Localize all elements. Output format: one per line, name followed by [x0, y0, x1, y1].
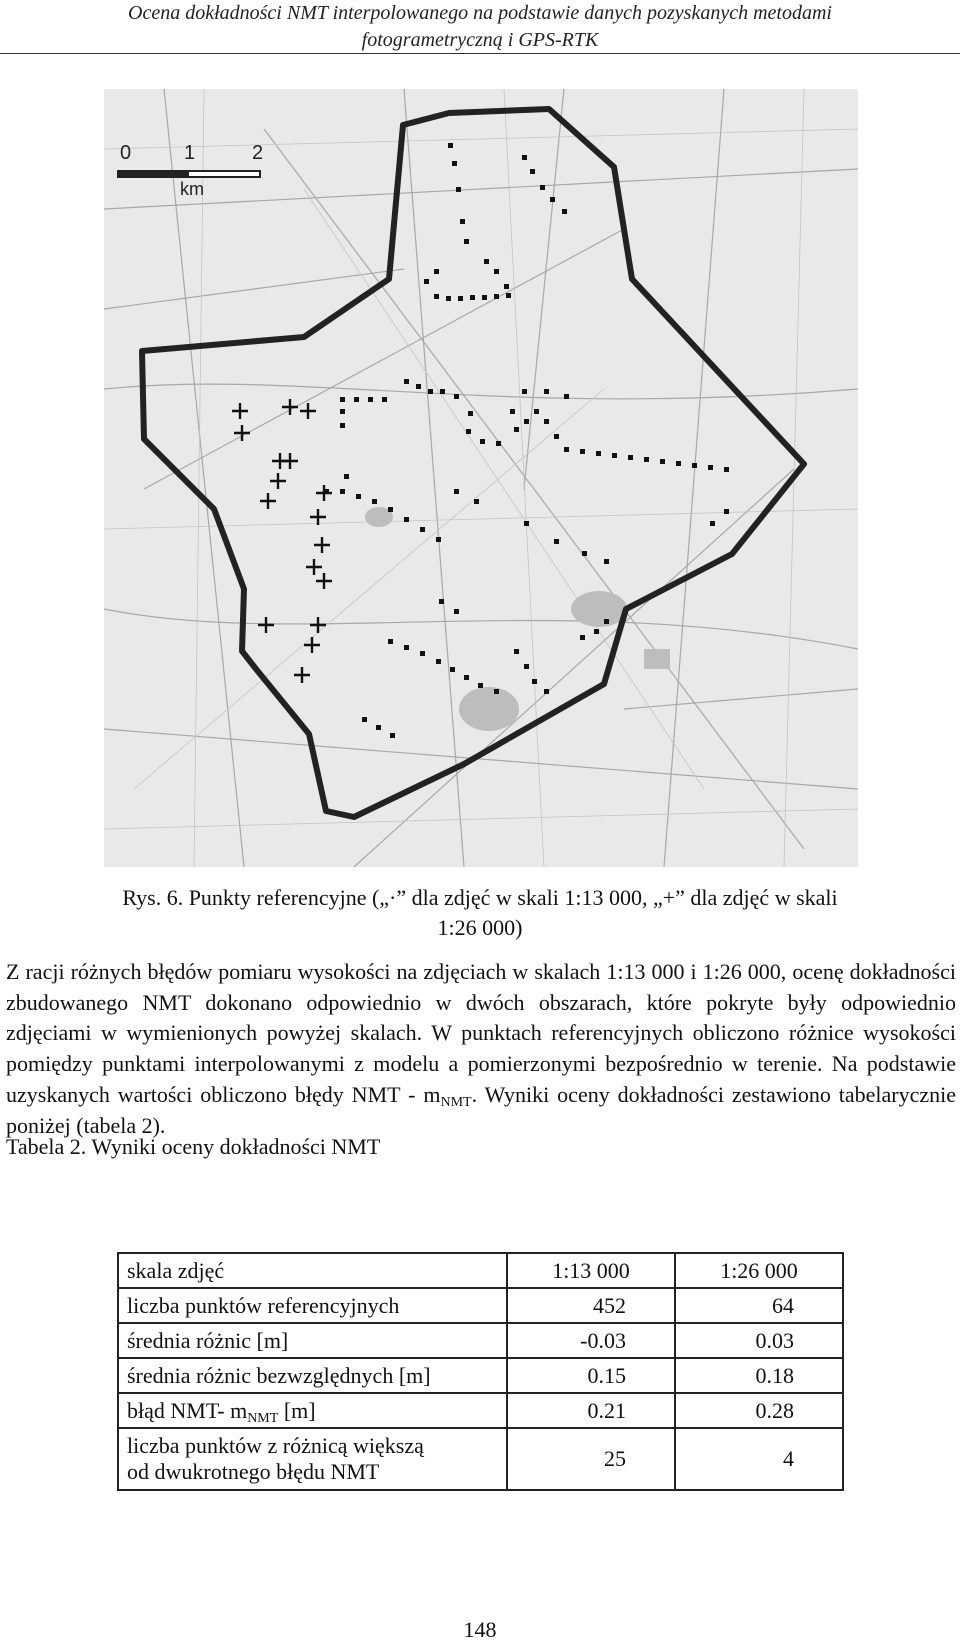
header-line-1: Ocena dokładności NMT interpolowanego na podstawie danych pozyskanych metodami	[128, 2, 832, 24]
cell-value: -0.03	[507, 1323, 675, 1358]
row-label: skala zdjęć	[118, 1253, 507, 1288]
row-label: średnia różnic [m]	[118, 1323, 507, 1358]
table-row	[118, 1358, 843, 1393]
results-table	[117, 1252, 844, 1491]
row-label	[118, 1393, 507, 1428]
map-svg	[104, 89, 858, 867]
cell-value: 0.21	[507, 1393, 675, 1428]
cell-value: 452	[507, 1288, 675, 1323]
paragraph-text-1: Z racji różnych błędów pomiaru wysokości na zdjęciach w skalach 1:13 000 i 1:26 000, ocenę dokładności zbudowanego NMT dokonano odpowiednio w dwóch obszarach, które pokryte były odpowiednio zdjęciami w wymienionych powyżej skalach. W punktach referencyjnych obliczono różnice wysokości pomiędzy punktami interpolowanymi z modelu a pomierzonymi bezpośrednio w terenie. Na podstawie uzyskanych wartości obliczono błędy NMT - m	[6, 959, 956, 1107]
table-row	[118, 1323, 843, 1358]
cell-value: 1:26 000	[675, 1253, 843, 1288]
table-row	[118, 1288, 843, 1323]
cell-value: 0.03	[675, 1323, 843, 1358]
table-row	[118, 1253, 843, 1288]
caption-line-1: Rys. 6. Punkty referencyjne („·” dla zdjęć w skali 1:13 000, „+” dla zdjęć w skali	[122, 885, 838, 910]
cell-value: 1:13 000	[507, 1253, 675, 1288]
figure-caption	[40, 883, 920, 943]
scale-label-1: 1	[184, 142, 196, 164]
reference-points-1-13000	[324, 143, 729, 738]
cell-value: 0.18	[675, 1358, 843, 1393]
row-label-line-2: od dwukrotnego błędu NMT	[127, 1459, 380, 1484]
figure-map	[104, 89, 858, 867]
running-header	[0, 0, 960, 54]
cell-value: 25	[507, 1428, 675, 1490]
row-label	[118, 1428, 507, 1490]
scale-unit: km	[180, 179, 204, 199]
cell-value: 0.15	[507, 1358, 675, 1393]
table-row	[118, 1393, 843, 1428]
row-label: liczba punktów referencyjnych	[118, 1288, 507, 1323]
scale-label-2: 2	[252, 142, 264, 164]
cell-value: 0.28	[675, 1393, 843, 1428]
header-rule	[0, 53, 960, 54]
paragraph-text-2: . Wyniki oceny dokładności zestawiono tabelarycznie poniżej (tabela 2).	[6, 1081, 956, 1138]
row-label-line-1: liczba punktów z różnicą większą	[127, 1433, 424, 1458]
cell-value: 64	[675, 1288, 843, 1323]
row-label-subscript: NMT	[247, 1410, 279, 1426]
caption-line-2: 1:26 000)	[437, 915, 523, 940]
scale-bar	[118, 142, 263, 199]
cell-value: 4	[675, 1428, 843, 1490]
row-label-text: błąd NMT- m	[127, 1397, 248, 1423]
scale-label-0: 0	[120, 142, 132, 164]
row-label: średnia różnic bezwzględnych [m]	[118, 1358, 507, 1393]
table-row	[118, 1428, 843, 1490]
table-caption: Tabela 2. Wyniki oceny dokładności NMT	[6, 1134, 381, 1159]
body-paragraph	[6, 957, 956, 1141]
row-label-unit: [m]	[278, 1397, 316, 1423]
paragraph-subscript: NMT	[440, 1094, 472, 1110]
page-number: 148	[463, 1617, 497, 1642]
header-line-2: fotogrametryczną i GPS-RTK	[361, 29, 599, 51]
reference-points-1-26000	[232, 399, 332, 683]
map-background-lines	[104, 89, 858, 867]
